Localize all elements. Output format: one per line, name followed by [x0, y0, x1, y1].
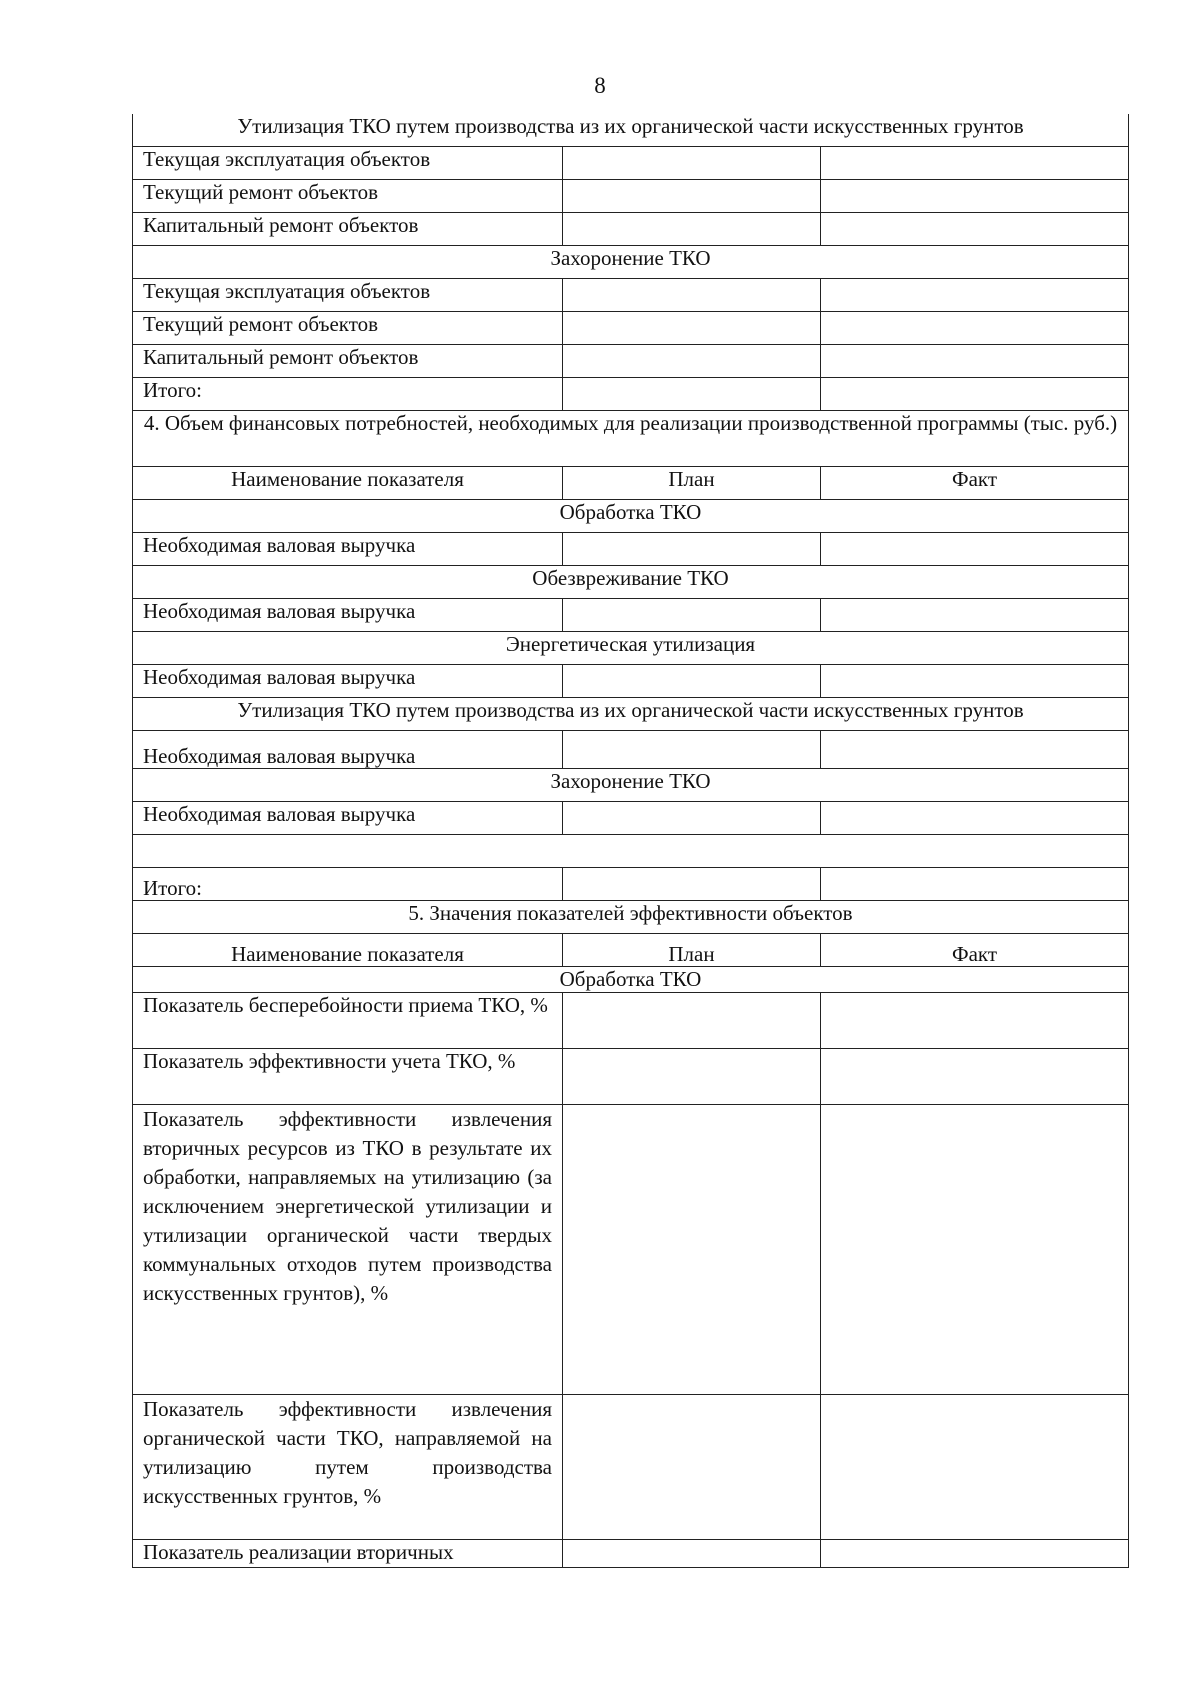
table-row	[133, 802, 1129, 835]
table-row	[133, 345, 1129, 378]
plan-cell	[563, 147, 821, 180]
section-header: Захоронение ТКО	[133, 246, 1129, 279]
fact-cell	[821, 1395, 1129, 1540]
table-row	[133, 1105, 1129, 1395]
table-row	[133, 1540, 1129, 1568]
plan-cell	[563, 731, 821, 769]
total-row	[133, 868, 1129, 901]
plan-cell	[563, 213, 821, 246]
section-header-row	[133, 769, 1129, 802]
fact-cell	[821, 868, 1129, 901]
fact-cell	[821, 802, 1129, 835]
row-label: Необходимая валовая выручка	[133, 665, 563, 698]
document-table	[132, 114, 1129, 1568]
section-title: 4. Объем финансовых потребностей, необходимых для реализации производственной программы (тыс. руб.)	[133, 411, 1129, 467]
table-row	[133, 993, 1129, 1049]
fact-cell	[821, 731, 1129, 769]
row-label: Показатель бесперебойности приема ТКО, %	[133, 993, 563, 1049]
row-label: Капитальный ремонт объектов	[133, 345, 563, 378]
column-header-row	[133, 467, 1129, 500]
section-header-row	[133, 632, 1129, 665]
row-label: Текущий ремонт объектов	[133, 180, 563, 213]
fact-cell	[821, 1049, 1129, 1105]
fact-cell	[821, 1105, 1129, 1395]
table-row	[133, 599, 1129, 632]
section-header-row	[133, 566, 1129, 599]
column-header-plan: План	[563, 467, 821, 500]
plan-cell	[563, 1540, 821, 1568]
section-title-row	[133, 411, 1129, 467]
section-header: Обработка ТКО	[133, 500, 1129, 533]
table-row	[133, 665, 1129, 698]
total-row	[133, 378, 1129, 411]
section-header: Обработка ТКО	[133, 967, 1129, 993]
plan-cell	[563, 312, 821, 345]
table-row	[133, 279, 1129, 312]
row-label: Показатель эффективности учета ТКО, %	[133, 1049, 563, 1105]
plan-cell	[563, 665, 821, 698]
section-header: Обезвреживание ТКО	[133, 566, 1129, 599]
fact-cell	[821, 599, 1129, 632]
section-header: Энергетическая утилизация	[133, 632, 1129, 665]
fact-cell	[821, 533, 1129, 566]
column-header-plan: План	[563, 934, 821, 967]
fact-cell	[821, 665, 1129, 698]
fact-cell	[821, 1540, 1129, 1568]
section-title-row	[133, 901, 1129, 934]
column-header-row	[133, 934, 1129, 967]
column-header-fact: Факт	[821, 467, 1129, 500]
row-label: Необходимая валовая выручка	[133, 731, 563, 769]
fact-cell	[821, 279, 1129, 312]
section-header-row	[133, 698, 1129, 731]
fact-cell	[821, 180, 1129, 213]
total-label: Итого:	[133, 868, 563, 901]
row-label: Показатель реализации вторичных	[133, 1540, 563, 1568]
plan-cell	[563, 1395, 821, 1540]
section-header: Утилизация ТКО путем производства из их органической части искусственных грунтов	[133, 698, 1129, 731]
empty-row	[133, 835, 1129, 868]
total-label: Итого:	[133, 378, 563, 411]
plan-cell	[563, 1105, 821, 1395]
column-header-name: Наименование показателя	[133, 467, 563, 500]
section-header-row	[133, 967, 1129, 993]
plan-cell	[563, 993, 821, 1049]
plan-cell	[563, 180, 821, 213]
table-row	[133, 147, 1129, 180]
plan-cell	[563, 533, 821, 566]
section-header-row	[133, 114, 1129, 147]
row-label: Необходимая валовая выручка	[133, 802, 563, 835]
table-row	[133, 1049, 1129, 1105]
plan-cell	[563, 599, 821, 632]
row-label: Показатель эффективности извлечения вторичных ресурсов из ТКО в результате их обработки, направляемых на утилизацию (за исключением энергетической утилизации и утилизации органической части твердых коммунальных отходов путем производства искусственных грунтов), %	[133, 1105, 563, 1395]
row-label: Необходимая валовая выручка	[133, 599, 563, 632]
column-header-fact: Факт	[821, 934, 1129, 967]
plan-cell	[563, 345, 821, 378]
empty-cell	[133, 835, 1129, 868]
fact-cell	[821, 345, 1129, 378]
column-header-name: Наименование показателя	[133, 934, 563, 967]
table-row	[133, 731, 1129, 769]
table-row	[133, 533, 1129, 566]
row-label: Текущая эксплуатация объектов	[133, 279, 563, 312]
row-label: Капитальный ремонт объектов	[133, 213, 563, 246]
fact-cell	[821, 378, 1129, 411]
row-label: Необходимая валовая выручка	[133, 533, 563, 566]
section-header-row	[133, 500, 1129, 533]
fact-cell	[821, 147, 1129, 180]
table-row	[133, 180, 1129, 213]
table-row	[133, 1395, 1129, 1540]
plan-cell	[563, 1049, 821, 1105]
table-row	[133, 312, 1129, 345]
fact-cell	[821, 312, 1129, 345]
section-header: Захоронение ТКО	[133, 769, 1129, 802]
section-title: 5. Значения показателей эффективности объектов	[133, 901, 1129, 934]
fact-cell	[821, 993, 1129, 1049]
row-label: Текущая эксплуатация объектов	[133, 147, 563, 180]
plan-cell	[563, 868, 821, 901]
page-number: 8	[594, 73, 606, 98]
plan-cell	[563, 279, 821, 312]
table-row	[133, 213, 1129, 246]
plan-cell	[563, 378, 821, 411]
fact-cell	[821, 213, 1129, 246]
section-header: Утилизация ТКО путем производства из их органической части искусственных грунтов	[133, 114, 1129, 147]
section-header-row	[133, 246, 1129, 279]
row-label: Показатель эффективности извлечения органической части ТКО, направляемой на утилизацию путем производства искусственных грунтов, %	[133, 1395, 563, 1540]
plan-cell	[563, 802, 821, 835]
row-label: Текущий ремонт объектов	[133, 312, 563, 345]
